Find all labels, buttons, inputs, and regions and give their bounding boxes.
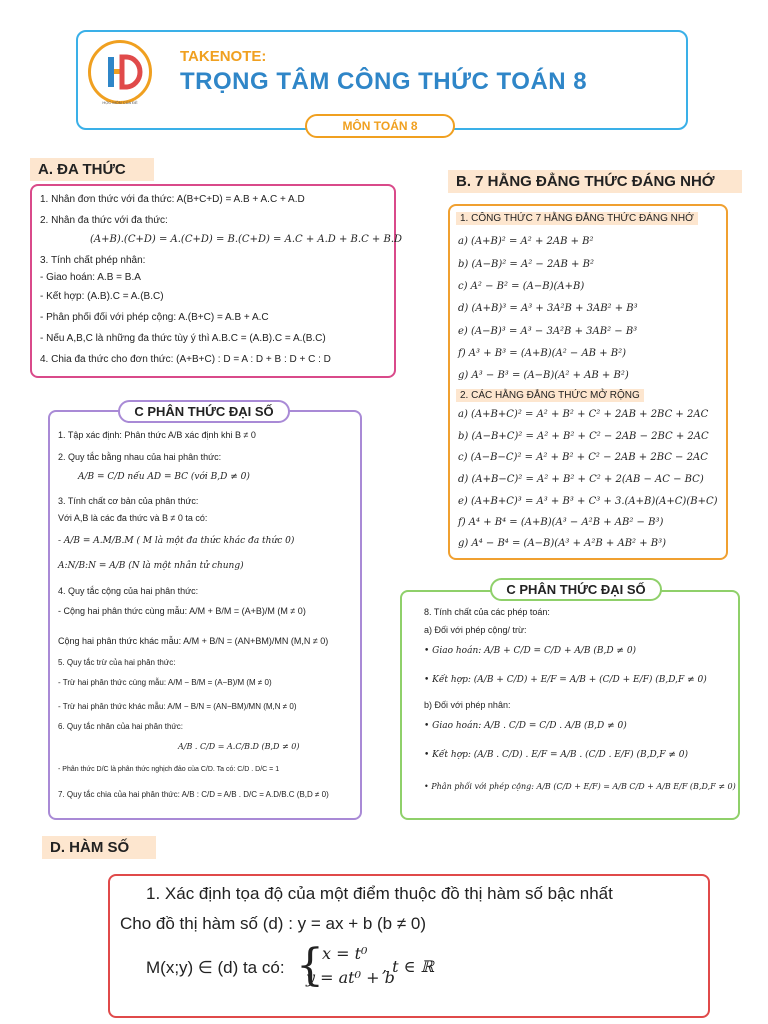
c1-line-14: 6. Quy tắc nhân của hai phân thức: [58, 722, 183, 731]
c1-line-15: A/B . C/D = A.C/B.D (B,D ≠ 0) [178, 742, 300, 751]
c2-line-5: b) Đối với phép nhân: [424, 700, 511, 710]
logo-icon [88, 40, 152, 104]
a-line-3: (A+B).(C+D) = A.(C+D) = B.(C+D) = A.C + A.D + B.C + B.D [90, 234, 403, 245]
a-line-7: - Phân phối đối với phép cộng: A.(B+C) = A.B + A.C [40, 312, 269, 323]
c1-line-10: Cộng hai phân thức khác mẫu: A/M + B/N = (AN+BM)/MN (M,N ≠ 0) [58, 636, 329, 646]
c1-line-12: - Trừ hai phân thức cùng mẫu: A/M − B/M = (A−B)/M (M ≠ 0) [58, 678, 272, 687]
d-system-3: , t ∈ ℝ [382, 957, 434, 976]
c1-line-3: A/B = C/D nếu AD = BC (với B,D ≠ 0) [78, 472, 250, 482]
b1-f: f) A³ + B³ = (A+B)(A² − AB + B²) [458, 348, 627, 359]
b2-e: e) (A+B+C)³ = A³ + B³ + C³ + 3.(A+B)(A+C)(B+C) [458, 496, 718, 507]
c1-line-17: 7. Quy tắc chia của hai phân thức: A/B : C/D = A/B . D/C = A.D/B.C (B,D ≠ 0) [58, 790, 329, 799]
a-line-2: 2. Nhân đa thức với đa thức: [40, 215, 168, 226]
section-c2-pill: C PHÂN THỨC ĐẠI SỐ [490, 578, 662, 601]
d-line-1: Cho đồ thị hàm số (d) : y = ax + b (b ≠ 0) [120, 914, 427, 933]
c1-line-5: Với A,B là các đa thức và B ≠ 0 ta có: [58, 513, 208, 523]
c1-line-9: - Cộng hai phân thức cùng mẫu: A/M + B/M = (A+B)/M (M ≠ 0) [58, 606, 306, 616]
d-system-1: x = t⁰ [322, 944, 368, 963]
b2-g: g) A⁴ − B⁴ = (A−B)(A³ + A²B + AB² + B³) [458, 538, 667, 549]
c2-line-2: a) Đối với phép cộng/ trừ: [424, 625, 527, 635]
section-b-tag: B. 7 HẰNG ĐẲNG THỨC ĐÁNG NHỚ [448, 170, 742, 193]
c2-line-6: • Giao hoán: A/B . C/D = C/D . A/B (B,D ≠ 0) [424, 721, 627, 731]
b1-d: d) (A+B)³ = A³ + 3A²B + 3AB² + B³ [458, 303, 638, 314]
logo-caption: HỌC MÔN CỦA ĐỀ [102, 100, 138, 105]
c1-line-8: 4. Quy tắc cộng của hai phân thức: [58, 586, 199, 596]
c1-line-13: - Trừ hai phân thức khác mẫu: A/M − B/N = (AN−BM)/MN (M,N ≠ 0) [58, 702, 297, 711]
c1-line-1: 1. Tập xác định: Phân thức A/B xác định khi B ≠ 0 [58, 430, 256, 440]
subject-pill: MÔN TOÁN 8 [305, 114, 455, 138]
b-heading-2: 2. CÁC HẰNG ĐẲNG THỨC MỞ RỘNG [456, 389, 644, 402]
c1-line-4: 3. Tính chất cơ bản của phân thức: [58, 496, 199, 506]
a-line-8: - Nếu A,B,C là những đa thức tùy ý thì A.B.C = (A.B).C = A.(B.C) [40, 333, 326, 344]
b-heading-1: 1. CÔNG THỨC 7 HẰNG ĐẲNG THỨC ĐÁNG NHỚ [456, 212, 698, 225]
section-d-tag: D. HÀM SỐ [42, 836, 156, 859]
d-line-2: M(x;y) ∈ (d) ta có: [146, 958, 285, 977]
b2-b: b) (A−B+C)² = A² + B² + C² − 2AB − 2BC + 2AC [458, 431, 709, 442]
c2-line-3: • Giao hoán: A/B + C/D = C/D + A/B (B,D ≠ 0) [424, 646, 637, 656]
c1-line-6: - A/B = A.M/B.M ( M là một đa thức khác đa thức 0) [58, 536, 295, 546]
a-line-1: 1. Nhân đơn thức với đa thức: A(B+C+D) = A.B + A.C + A.D [40, 194, 305, 205]
c1-line-16: - Phân thức D/C là phân thức nghịch đảo của C/D. Ta có: C/D . D/C = 1 [58, 766, 280, 773]
c1-line-7: A:N/B:N = A/B (N là một nhân tử chung) [58, 561, 244, 571]
b2-f: f) A⁴ + B⁴ = (A+B)(A³ − A²B + AB² − B³) [458, 517, 664, 528]
b2-a: a) (A+B+C)² = A² + B² + C² + 2AB + 2BC + 2AC [458, 409, 709, 420]
d-system-2: y = at⁰ + b [306, 968, 395, 987]
d-title: 1. Xác định tọa độ của một điểm thuộc đồ thị hàm số bậc nhất [146, 884, 613, 903]
takenote-label: TAKENOTE: [180, 48, 267, 65]
b2-c: c) (A−B−C)² = A² + B² + C² − 2AB + 2BC − 2AC [458, 452, 708, 463]
a-line-6: - Kết hợp: (A.B).C = A.(B.C) [40, 291, 164, 302]
c2-line-4: • Kết hợp: (A/B + C/D) + E/F = A/B + (C/D + E/F) (B,D,F ≠ 0) [424, 675, 707, 685]
a-line-9: 4. Chia đa thức cho đơn thức: (A+B+C) : D = A : D + B : D + C : D [40, 354, 331, 365]
c1-line-2: 2. Quy tắc bằng nhau của hai phân thức: [58, 452, 222, 462]
c2-line-8: • Phân phối với phép cộng: A/B (C/D + E/F) = A/B C/D + A/B E/F (B,D,F ≠ 0) [424, 782, 736, 791]
b1-g: g) A³ − B³ = (A−B)(A² + AB + B²) [458, 370, 629, 381]
section-a-tag: A. ĐA THỨC [30, 158, 154, 181]
b1-c: c) A² − B² = (A−B)(A+B) [458, 281, 585, 292]
b1-a: a) (A+B)² = A² + 2AB + B² [458, 236, 594, 247]
c2-line-7: • Kết hợp: (A/B . C/D) . E/F = A/B . (C/D . E/F) (B,D,F ≠ 0) [424, 750, 689, 760]
a-line-4: 3. Tính chất phép nhân: [40, 255, 146, 266]
b2-d: d) (A+B−C)² = A² + B² + C² + 2(AB − AC − BC) [458, 474, 704, 485]
b1-b: b) (A−B)² = A² − 2AB + B² [458, 259, 594, 270]
a-line-5: - Giao hoán: A.B = B.A [40, 272, 141, 283]
section-c1-pill: C PHÂN THỨC ĐẠI SỐ [118, 400, 290, 423]
page-title: TRỌNG TÂM CÔNG THỨC TOÁN 8 [180, 68, 588, 95]
c2-line-1: 8. Tính chất của các phép toán: [424, 607, 550, 617]
c1-line-11: 5. Quy tắc trừ của hai phân thức: [58, 658, 176, 667]
system-brace: { [296, 940, 324, 991]
b1-e: e) (A−B)³ = A³ − 3A²B + 3AB² − B³ [458, 326, 638, 337]
